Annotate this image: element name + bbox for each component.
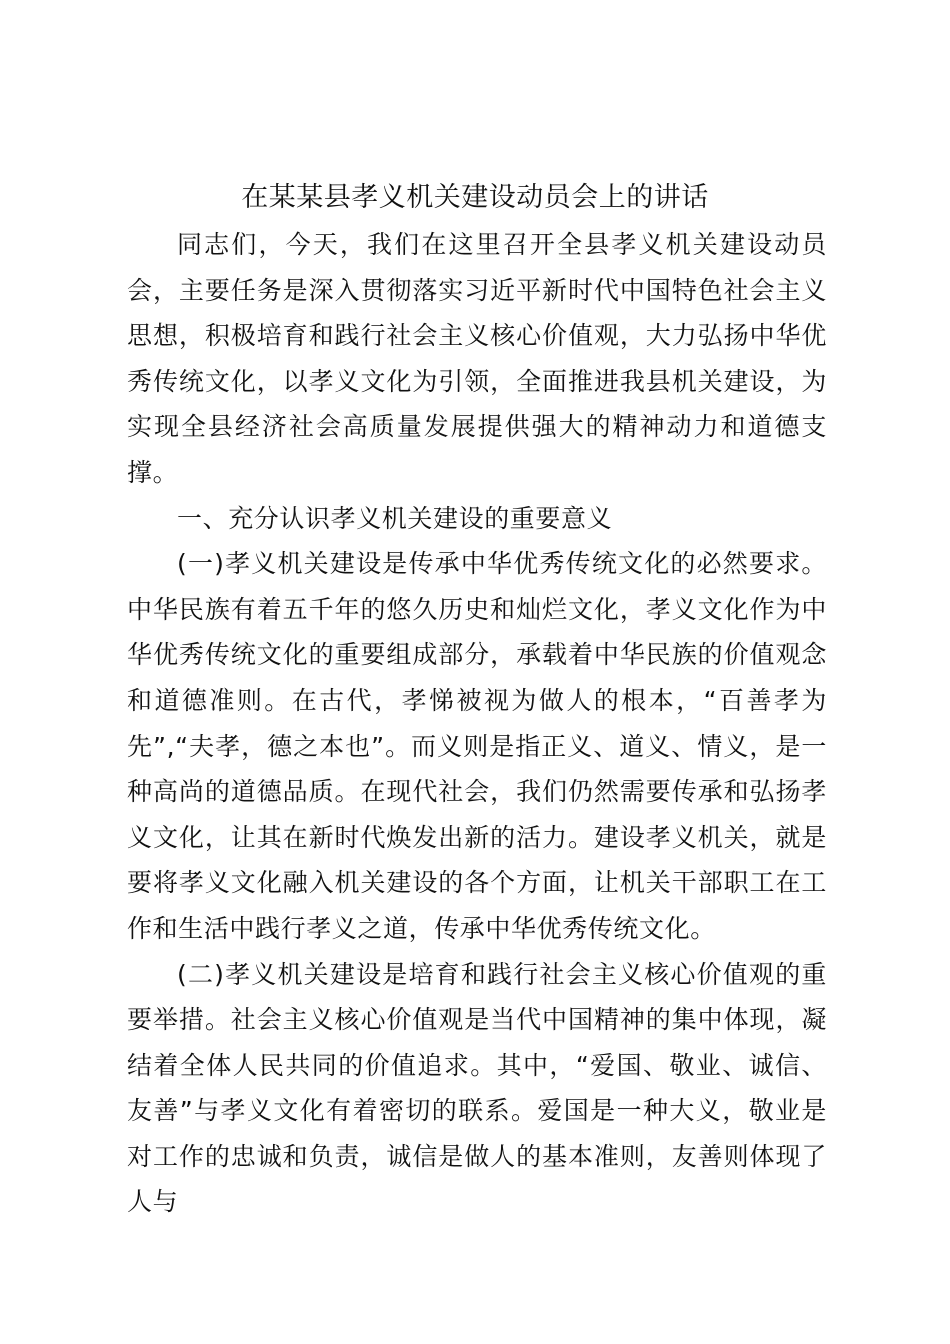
subsection-paragraph-2: (二)孝义机关建设是培育和践行社会主义核心价值观的重要举措。社会主义核心价值观是当代中国精神的集中体现，凝结着全体人民共同的价值追求。其中，“爱国、敬业、诚信、友善”与孝义文化有着密切的联系。爱国是一种大义，敬业是对工作的忠诚和负责，诚信是做人的基本准则，友善则体现了人与 — [127, 959, 827, 1217]
document-title: 在某某县孝义机关建设动员会上的讲话 — [241, 182, 709, 213]
subsection-paragraph-1: (一)孝义机关建设是传承中华优秀传统文化的必然要求。中华民族有着五千年的悠久历史和灿烂文化，孝义文化作为中华优秀传统文化的重要组成部分，承载着中华民族的价值观念和道德准则。在古代，孝悌被视为做人的根本，“百善孝为先”,“夫孝，德之本也”。而义则是指正义、道义、情义，是一种高尚的道德品质。在现代社会，我们仍然需要传承和弘扬孝义文化，让其在新时代焕发出新的活力。建设孝义机关，就是要将孝义文化融入机关建设的各个方面，让机关干部职工在工作和生活中践行孝义之道，传承中华优秀传统文化。 — [127, 549, 827, 943]
opening-paragraph: 同志们，今天，我们在这里召开全县孝义机关建设动员会，主要任务是深入贯彻落实习近平新时代中国特色社会主义思想，积极培育和践行社会主义核心价值观，大力弘扬中华优秀传统文化，以孝义文化为引领，全面推进我县机关建设，为实现全县经济社会高质量发展提供强大的精神动力和道德支撑。 — [127, 230, 827, 487]
section-heading: 一、充分认识孝义机关建设的重要意义 — [177, 503, 613, 533]
document-body — [127, 222, 827, 1225]
